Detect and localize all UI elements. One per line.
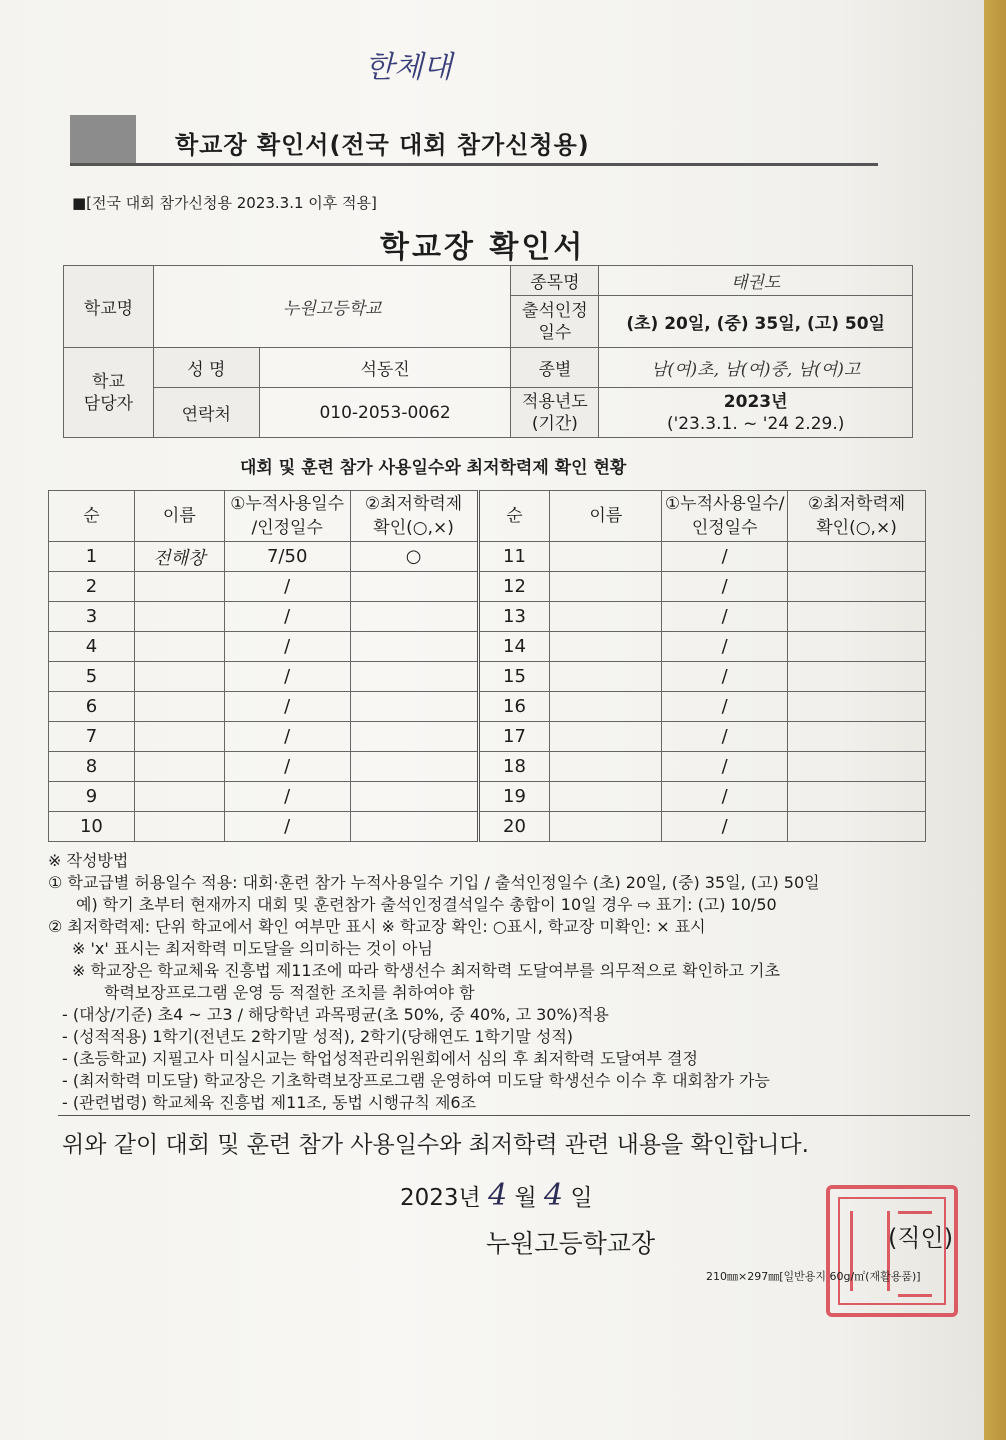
col-days-2: ①누적사용일수/ 인정일수: [662, 491, 788, 542]
row-days: /: [224, 602, 350, 632]
row-academic: [788, 542, 926, 572]
row-days: /: [662, 632, 788, 662]
row-no: 4: [49, 632, 135, 662]
row-days: /: [224, 572, 350, 602]
signer-name: 누원고등학교장: [486, 1229, 656, 1258]
note-line: ※ 학교장은 학교체육 진흥법 제11조에 따라 학생선수 최저학력 도달여부를 의무적으로 확인하고 기초: [72, 961, 780, 980]
date-year: 2023년: [400, 1185, 481, 1211]
row-academic: [788, 782, 926, 812]
row-no: 2: [49, 572, 135, 602]
note-line: 예) 학기 초부터 현재까지 대회 및 훈련참가 출석인정결석일수 총합이 10일 경우 ⇨ 표기: (고) 10/50: [76, 895, 777, 914]
row-days: /: [224, 692, 350, 722]
row-academic: [788, 692, 926, 722]
section-title: 대회 및 훈련 참가 사용일수와 최저학력제 확인 현황: [240, 458, 627, 478]
note-line: ① 학교급별 허용일수 적용: 대회·훈련 참가 누적사용일수 기입 / 출석인정일수 (초) 20일, (중) 35일, (고) 50일: [48, 873, 820, 892]
row-academic: [350, 632, 478, 662]
row-no: 12: [478, 572, 550, 602]
main-title: 학교장 확인서: [380, 230, 586, 265]
confirm-date: [400, 1178, 593, 1213]
row-name: [550, 662, 662, 692]
row-name: [134, 752, 224, 782]
row-no: 9: [49, 782, 135, 812]
row-days: /: [224, 782, 350, 812]
table-row: [49, 542, 926, 572]
divider-line: [58, 1115, 970, 1116]
row-name: [134, 692, 224, 722]
table-header-row: [49, 491, 926, 542]
row-days: /: [662, 752, 788, 782]
row-no: 15: [478, 662, 550, 692]
confirm-text: 위와 같이 대회 및 훈련 참가 사용일수와 최저학력 관련 내용을 확인합니다.: [62, 1132, 809, 1158]
row-no: 13: [478, 602, 550, 632]
row-days: /: [662, 782, 788, 812]
paper-spec: 210㎜×297㎜[일반용지 60g/㎡(재활용품)]: [706, 1270, 921, 1283]
seal-label: (직인): [888, 1224, 954, 1252]
row-name: [550, 602, 662, 632]
table-row: [49, 632, 926, 662]
row-name: [550, 722, 662, 752]
row-academic: [788, 602, 926, 632]
row-days: /: [662, 662, 788, 692]
row-no: 5: [49, 662, 135, 692]
row-name: [134, 572, 224, 602]
row-name: [134, 782, 224, 812]
manager-name-value: 석동진: [259, 348, 511, 388]
row-no: 16: [478, 692, 550, 722]
col-no: 순: [49, 491, 135, 542]
contact-label: 연락처: [153, 388, 259, 438]
row-no: 14: [478, 632, 550, 662]
row-days: 7/50: [224, 542, 350, 572]
row-no: 20: [478, 812, 550, 842]
row-academic: [788, 572, 926, 602]
participation-table: [48, 490, 926, 842]
row-days: /: [662, 572, 788, 602]
attendance-days-value: (초) 20일, (중) 35일, (고) 50일: [599, 296, 913, 348]
date-month-unit: 월: [514, 1185, 537, 1211]
year-label: 적용년도 (기간): [511, 388, 599, 438]
row-name: [134, 812, 224, 842]
row-days: /: [662, 812, 788, 842]
row-academic: [350, 752, 478, 782]
table-row: [49, 662, 926, 692]
row-academic: [788, 752, 926, 782]
row-name: [550, 692, 662, 722]
row-no: 18: [478, 752, 550, 782]
row-days: /: [224, 632, 350, 662]
row-name: [550, 752, 662, 782]
note-line: ※ 'x' 표시는 최저학력 미도달을 의미하는 것이 아님: [72, 939, 433, 958]
row-days: /: [662, 722, 788, 752]
row-academic: [350, 782, 478, 812]
row-days: /: [662, 542, 788, 572]
row-no: 6: [49, 692, 135, 722]
school-name-value: 누원고등학교: [153, 266, 511, 348]
row-name: [550, 812, 662, 842]
row-academic: [788, 812, 926, 842]
row-name: [550, 632, 662, 662]
row-no: 8: [49, 752, 135, 782]
writing-instructions: [48, 850, 968, 1114]
table-row: [49, 722, 926, 752]
year-value-cell: [599, 388, 913, 438]
year-period: ('23.3.1. ~ '24 2.29.): [666, 413, 845, 434]
attendance-days-label: 출석인정 일수: [511, 296, 599, 348]
row-academic: [350, 602, 478, 632]
date-month: 4: [488, 1178, 508, 1213]
row-academic: [788, 662, 926, 692]
col-name: 이름: [134, 491, 224, 542]
row-academic: [350, 692, 478, 722]
notice-line: ■[전국 대회 참가신청용 2023.3.1 이후 적용]: [72, 194, 377, 212]
row-days: /: [224, 812, 350, 842]
gender-label: 종별: [511, 348, 599, 388]
document-header-bar: [70, 115, 878, 166]
row-days: /: [224, 722, 350, 752]
date-day-unit: 일: [570, 1185, 593, 1211]
row-name: [134, 632, 224, 662]
date-day: 4: [544, 1178, 564, 1213]
table-row: [49, 692, 926, 722]
note-line: 학력보장프로그램 운영 등 적절한 조치를 취하여야 함: [104, 983, 475, 1002]
row-academic: [788, 632, 926, 662]
row-no: 3: [49, 602, 135, 632]
desk-edge: [984, 0, 1006, 1440]
row-name: [550, 572, 662, 602]
gender-value: 남(여)초, 남(여)중, 남(여)고: [599, 348, 913, 388]
manager-label: 학교 담당자: [64, 348, 154, 438]
header-gray-block: [70, 115, 136, 163]
table-row: [49, 602, 926, 632]
sport-value: 태권도: [599, 266, 913, 296]
row-academic: [350, 662, 478, 692]
row-academic: [350, 572, 478, 602]
col-name-2: 이름: [550, 491, 662, 542]
notes-heading: ※ 작성방법: [48, 851, 129, 870]
row-no: 1: [49, 542, 135, 572]
note-line: - (최저학력 미도달) 학교장은 기초학력보장프로그램 운영하여 미도달 학생선수 이수 후 대회참가 가능: [62, 1071, 770, 1090]
row-name: [550, 782, 662, 812]
row-days: /: [224, 662, 350, 692]
col-no-2: 순: [478, 491, 550, 542]
contact-value: 010-2053-0062: [259, 388, 511, 438]
manager-name-label: 성 명: [153, 348, 259, 388]
row-no: 17: [478, 722, 550, 752]
note-line: - (대상/기준) 초4 ~ 고3 / 해당학년 과목평균(초 50%, 중 40%, 고 30%)적용: [62, 1005, 609, 1024]
row-name: [134, 602, 224, 632]
school-info-table: [63, 265, 913, 438]
year-value: 2023년: [723, 391, 788, 412]
table-row: [49, 812, 926, 842]
handwritten-note: 한체대: [365, 50, 452, 85]
row-days: /: [662, 602, 788, 632]
document-title: 학교장 확인서(전국 대회 참가신청용): [175, 131, 590, 159]
row-name: 전해창: [134, 542, 224, 572]
table-row: [49, 572, 926, 602]
row-days: /: [224, 752, 350, 782]
row-name: [134, 722, 224, 752]
school-name-label: 학교명: [64, 266, 154, 348]
table-row: [49, 782, 926, 812]
row-name: [550, 542, 662, 572]
row-name: [134, 662, 224, 692]
sport-label: 종목명: [511, 266, 599, 296]
col-days: ①누적사용일수 /인정일수: [224, 491, 350, 542]
row-no: 10: [49, 812, 135, 842]
row-academic: [788, 722, 926, 752]
note-line: - (초등학교) 지필고사 미실시교는 학업성적관리위원회에서 심의 후 최저학력 도달여부 결정: [62, 1049, 698, 1068]
table-row: [49, 752, 926, 782]
row-academic: [350, 722, 478, 752]
row-days: /: [662, 692, 788, 722]
row-no: 11: [478, 542, 550, 572]
note-line: ② 최저학력제: 단위 학교에서 확인 여부만 표시 ※ 학교장 확인: ○표시, 학교장 미확인: × 표시: [48, 917, 706, 936]
row-no: 19: [478, 782, 550, 812]
row-academic: [350, 812, 478, 842]
col-academic-2: ②최저학력제 확인(○,×): [788, 491, 926, 542]
col-academic: ②최저학력제 확인(○,×): [350, 491, 478, 542]
note-line: - (관련법령) 학교체육 진흥법 제11조, 동법 시행규칙 제6조: [62, 1093, 477, 1112]
row-academic: ○: [350, 542, 478, 572]
note-line: - (성적적용) 1학기(전년도 2학기말 성적), 2학기(당해연도 1학기말 성적): [62, 1027, 574, 1046]
row-no: 7: [49, 722, 135, 752]
